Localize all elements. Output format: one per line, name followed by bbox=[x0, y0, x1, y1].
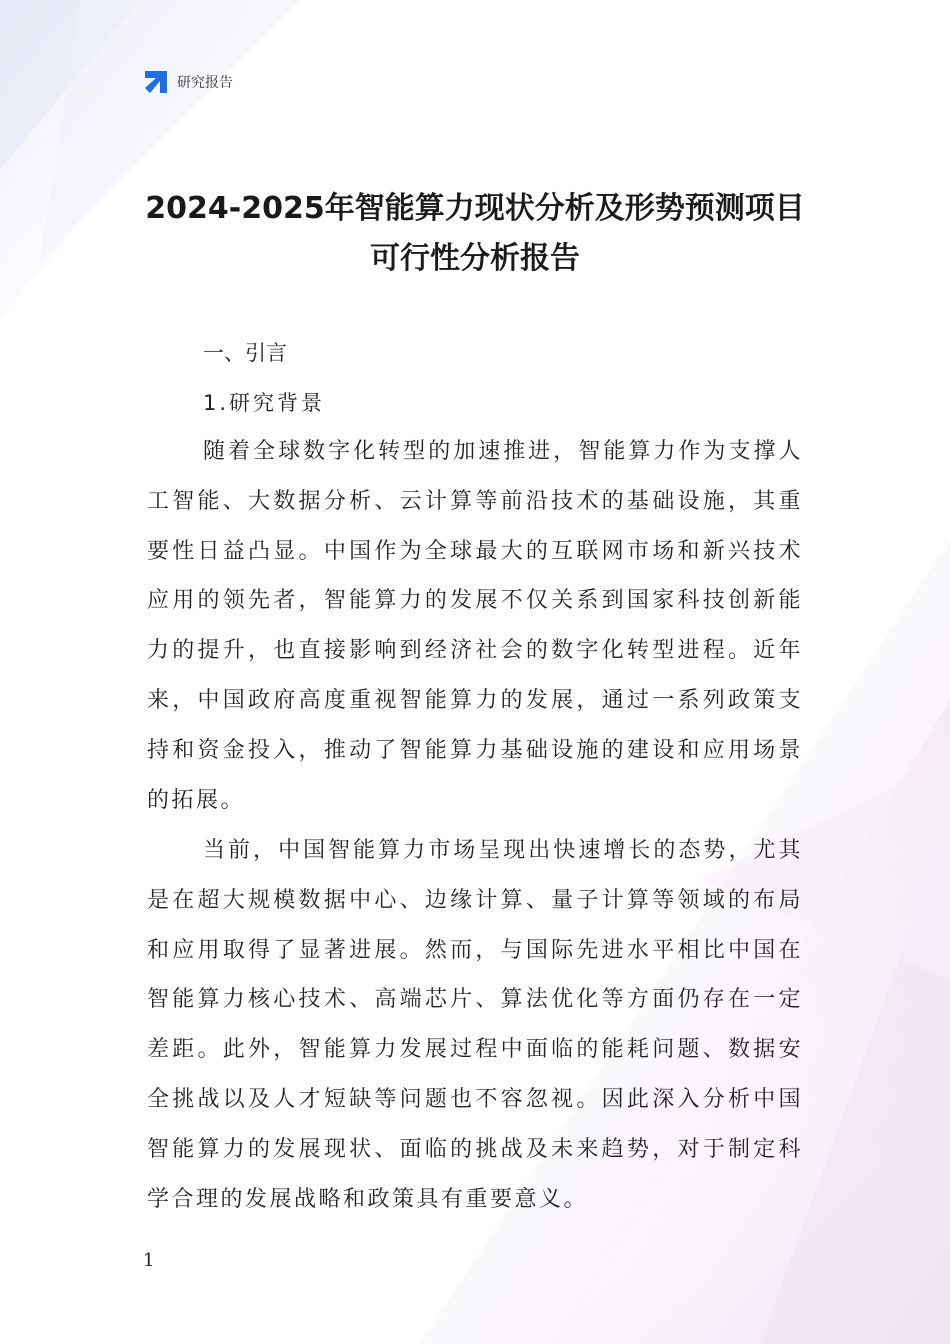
section-heading: 一、引言 bbox=[203, 341, 287, 365]
subsection-heading: 1.研究背景 bbox=[203, 391, 326, 415]
page-number: 1 bbox=[143, 1250, 155, 1271]
document-title-line1: 2024-2025年智能算力现状分析及形势预测项目 bbox=[145, 191, 805, 226]
body-paragraph-1: 随着全球数字化转型的加速推进，智能算力作为支撑人工智能、大数据分析、云计算等前沿技术的基础设施，其重要性日益凸显。中国作为全球最大的互联网市场和新兴技术应用的领先者，智能算力的发展不仅关系到国家科技创新能力的提升，也直接影响到经济社会的数字化转型进程。近年来，中国政府高度重视智能算力的发展，通过一系列政策支持和资金投入，推动了智能算力基础设施的建设和应用场景的拓展。 bbox=[147, 439, 803, 813]
arrow-up-right-icon bbox=[143, 69, 169, 95]
header-label: 研究报告 bbox=[177, 75, 233, 91]
report-header bbox=[143, 68, 233, 96]
document-title-line2: 可行性分析报告 bbox=[370, 241, 580, 276]
body-paragraph-2: 当前，中国智能算力市场呈现出快速增长的态势，尤其是在超大规模数据中心、边缘计算、量子计算等领域的布局和应用取得了显著进展。然而，与国际先进水平相比中国在智能算力核心技术、高端芯片、算法优化等方面仍存在一定差距。此外，智能算力发展过程中面临的能耗问题、数据安全挑战以及人才短缺等问题也不容忽视。因此深入分析中国智能算力的发展现状、面临的挑战及未来趋势，对于制定科学合理的发展战略和政策具有重要意义。 bbox=[147, 838, 803, 1212]
